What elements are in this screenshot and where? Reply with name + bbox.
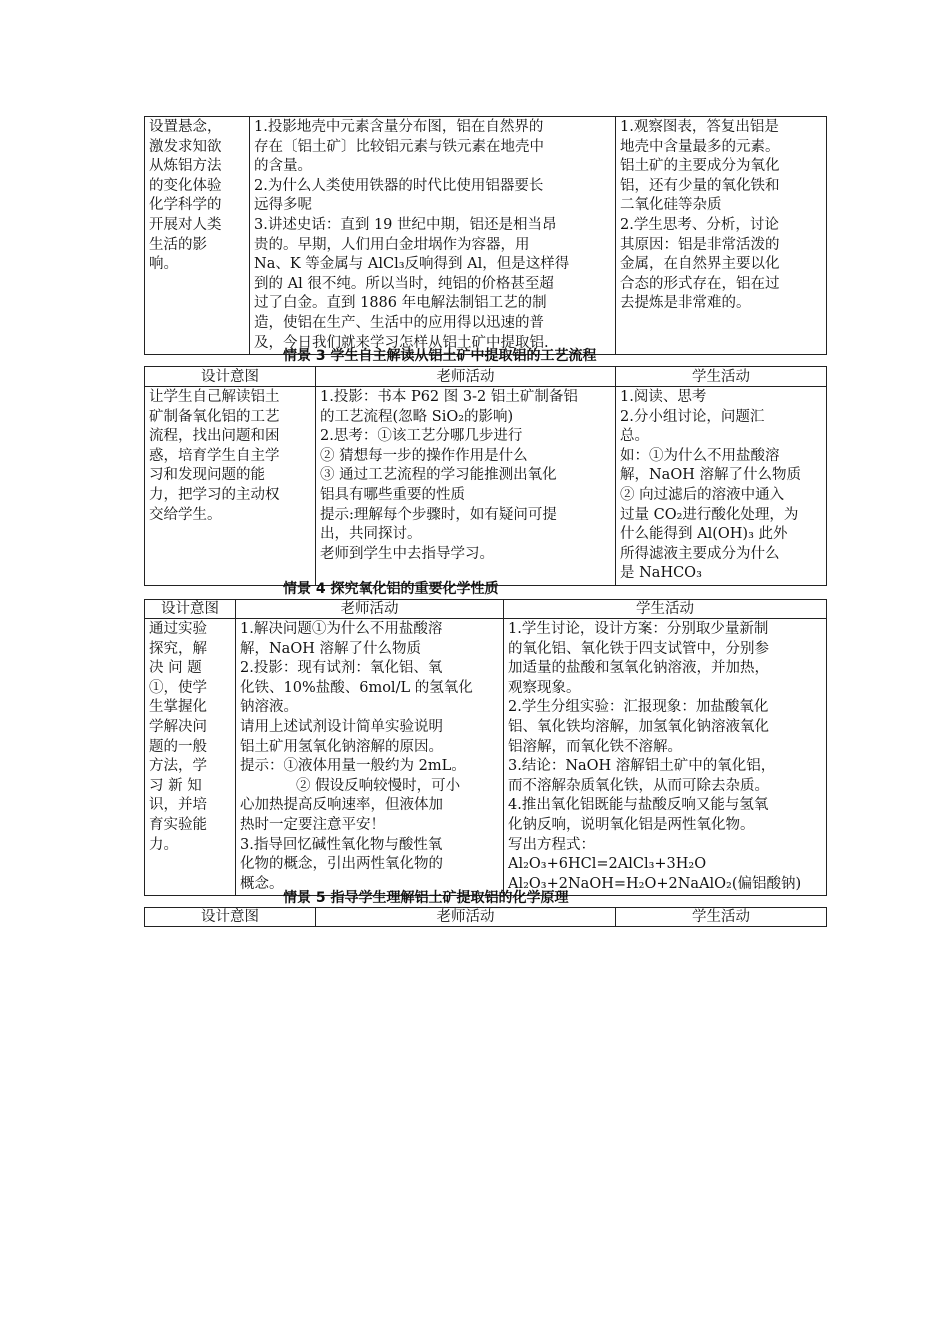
text-line: 请用上述试剂设计简单实验说明 bbox=[240, 718, 443, 735]
text-line: 设置悬念， bbox=[149, 119, 222, 135]
text-line: 探究，解 bbox=[149, 640, 207, 657]
text-line: 激发求知欲 bbox=[149, 138, 222, 155]
design-intent-cell bbox=[145, 387, 316, 586]
text-line: 出，共同探讨。 bbox=[320, 526, 422, 543]
header-teacher-activity: 老师活动 bbox=[236, 600, 504, 619]
text-line: 响。 bbox=[149, 256, 178, 273]
text-line: 心加热提高反响速率，但液体加 bbox=[240, 797, 443, 814]
text-line: 总。 bbox=[620, 428, 649, 445]
table-section-3 bbox=[144, 366, 827, 586]
text-line: 铝、氧化铁均溶解，加氢氧化钠溶液氧化 bbox=[508, 718, 769, 735]
table-header-row bbox=[145, 367, 827, 387]
text-line: 生掌握化 bbox=[149, 699, 207, 716]
text-line: 的含量。 bbox=[254, 158, 312, 175]
text-line: 通过实验 bbox=[149, 621, 207, 637]
text-line: 1.阅读、思考 bbox=[620, 389, 707, 405]
student-activity-cell bbox=[504, 619, 827, 896]
text-line: 2.学生思考、分析，讨论 bbox=[620, 216, 779, 233]
text-line: 4.推出氧化铝既能与盐酸反响又能与氢氧 bbox=[508, 797, 769, 814]
text-line: 贵的。早期，人们用白金坩埚作为容器，用 bbox=[254, 236, 530, 253]
text-line: 2.分小组讨论，问题汇 bbox=[620, 408, 765, 425]
text-line: 存在〔铝土矿〕比较铝元素与铁元素在地壳中 bbox=[254, 138, 544, 155]
text-line: 化物的概念，引出两性氧化物的 bbox=[240, 856, 443, 873]
text-line: 及，今日我们就来学习怎样从铝土矿中提取铝. bbox=[254, 334, 549, 351]
text-line: 是 NaHCO₃ bbox=[620, 565, 702, 582]
text-line: 远得多呢 bbox=[254, 197, 312, 214]
text-line: 提示：①液体用量一般约为 2mL。 bbox=[240, 758, 466, 775]
text-line: 老师到学生中去指导学习。 bbox=[320, 545, 494, 562]
text-line: 加适量的盐酸和氢氧化钠溶液，并加热， bbox=[508, 660, 769, 677]
text-line: 学解决问 bbox=[149, 718, 207, 735]
text-line: Al₂O₃+2NaOH=H₂O+2NaAlO₂(偏铝酸钠) bbox=[508, 875, 802, 892]
text-line: 3.指导回忆碱性氧化物与酸性氧 bbox=[240, 836, 443, 853]
text-line: 1.投影地壳中元素含量分布图，铝在自然界的 bbox=[254, 119, 544, 135]
text-line: 解，NaOH 溶解了什么物质 bbox=[620, 467, 801, 484]
header-design-intent: 设计意图 bbox=[145, 600, 236, 619]
section-3-title: 情景 3 学生自主解读从铝土矿中提取铝的工艺流程 bbox=[283, 348, 597, 364]
text-line: 2.学生分组实验：汇报现象：加盐酸氧化 bbox=[508, 699, 769, 716]
text-line: 写出方程式： bbox=[508, 836, 595, 853]
header-teacher-activity: 老师活动 bbox=[316, 908, 616, 927]
text-line: 3.讲述史话：直到 19 世纪中期，铝还是相当昂 bbox=[254, 216, 557, 233]
text-line: 流程，找出问题和困 bbox=[149, 428, 280, 445]
text-line: 铝溶解，而氧化铁不溶解。 bbox=[508, 738, 682, 755]
teacher-activity-cell bbox=[236, 619, 504, 896]
text-line: 概念。 bbox=[240, 875, 284, 892]
text-line: 2.思考：①该工艺分哪几步进行 bbox=[320, 428, 523, 445]
text-line: 1.学生讨论，设计方案：分别取少量新制 bbox=[508, 621, 769, 637]
text-line: 的工艺流程(忽略 SiO₂的影响) bbox=[320, 408, 514, 425]
text-line: 力，把学习的主动权 bbox=[149, 486, 280, 503]
table-section-5 bbox=[144, 907, 827, 927]
text-line: 3.结论：NaOH 溶解铝土矿中的氧化铝， bbox=[508, 758, 776, 775]
text-line: 其原因：铝是非常活泼的 bbox=[620, 236, 780, 253]
table-row bbox=[145, 387, 827, 586]
section-5-title: 情景 5 指导学生理解铝土矿提取铝的化学原理 bbox=[283, 890, 569, 906]
header-design-intent: 设计意图 bbox=[145, 908, 316, 927]
section-4-title: 情景 4 探究氧化铝的重要化学性质 bbox=[283, 581, 499, 597]
table-row bbox=[145, 619, 827, 896]
text-line: 观察现象。 bbox=[508, 679, 581, 696]
text-line: 过了白金。直到 1886 年电解法制铝工艺的制 bbox=[254, 295, 547, 312]
table-header-row bbox=[145, 600, 827, 619]
text-line: 方法，学 bbox=[149, 758, 207, 775]
text-line: 铝土矿的主要成分为氧化 bbox=[620, 158, 780, 175]
text-line: 金属，在自然界主要以化 bbox=[620, 256, 780, 273]
text-line: 化铁、10%盐酸、6mol/L 的氢氧化 bbox=[240, 679, 473, 696]
text-line: 育实验能 bbox=[149, 816, 207, 833]
teacher-activity-cell bbox=[316, 387, 616, 586]
table-header-row bbox=[145, 908, 827, 927]
text-line: 如：①为什么不用盐酸溶 bbox=[620, 447, 780, 464]
text-line: 决 问 题 bbox=[149, 660, 202, 677]
text-line: 铝土矿用氢氧化钠溶解的原因。 bbox=[240, 738, 443, 755]
text-line: 热时一定要注意平安！ bbox=[240, 816, 385, 833]
text-line: 生活的影 bbox=[149, 236, 207, 253]
text-line: 题的一般 bbox=[149, 738, 207, 755]
text-line: 造，使铝在生产、生活中的应用得以迅速的普 bbox=[254, 314, 544, 331]
text-line: 的氧化铝、氧化铁于四支试管中，分别参 bbox=[508, 640, 769, 657]
text-line: 惑，培育学生自主学 bbox=[149, 447, 280, 464]
student-activity-cell bbox=[616, 387, 827, 586]
text-line: 1.投影：书本 P62 图 3-2 铝土矿制备铝 bbox=[320, 389, 578, 405]
header-teacher-activity: 老师活动 bbox=[316, 367, 616, 387]
table-section-4 bbox=[144, 599, 827, 896]
student-activity-cell bbox=[616, 117, 827, 355]
text-line: 力。 bbox=[149, 836, 178, 853]
header-student-activity: 学生活动 bbox=[504, 600, 827, 619]
text-line: 1.观察图表，答复出铝是 bbox=[620, 119, 779, 135]
text-line: 铝具有哪些重要的性质 bbox=[320, 486, 465, 503]
text-line: 钠溶液。 bbox=[240, 699, 298, 716]
text-line: 1.解决问题①为什么不用盐酸溶 bbox=[240, 621, 443, 637]
text-line: 合态的形式存在，铝在过 bbox=[620, 275, 780, 292]
text-line: 从炼铝方法 bbox=[149, 158, 222, 175]
text-line: 化钠反响，说明氧化铝是两性氧化物。 bbox=[508, 816, 755, 833]
text-line: ② 假设反响较慢时，可小 bbox=[296, 777, 461, 794]
text-line: 的变化体验 bbox=[149, 177, 222, 194]
header-student-activity: 学生活动 bbox=[616, 908, 827, 927]
text-line: 2.为什么人类使用铁器的时代比使用铝器要长 bbox=[254, 177, 544, 194]
text-line: 过量 CO₂进行酸化处理，为 bbox=[620, 506, 799, 523]
table-intro bbox=[144, 116, 827, 355]
table-row bbox=[145, 117, 827, 355]
text-line: 开展对人类 bbox=[149, 216, 222, 233]
text-line: 铝，还有少量的氧化铁和 bbox=[620, 177, 780, 194]
text-line: 交给学生。 bbox=[149, 506, 222, 523]
text-line: 矿制备氧化铝的工艺 bbox=[149, 408, 280, 425]
text-line: 到的 Al 很不纯。所以当时，纯铝的价格甚至超 bbox=[254, 275, 554, 292]
text-line: 化学科学的 bbox=[149, 197, 222, 214]
text-line: 习和发现问题的能 bbox=[149, 467, 265, 484]
text-line: Na、K 等金属与 AlCl₃反响得到 Al，但是这样得 bbox=[254, 256, 570, 273]
text-line: 二氧化硅等杂质 bbox=[620, 197, 722, 214]
text-line: 去提炼是非常难的。 bbox=[620, 295, 751, 312]
text-line: 提示:理解每个步骤时，如有疑问可提 bbox=[320, 506, 557, 523]
text-line: 让学生自己解读铝土 bbox=[149, 389, 280, 405]
teacher-activity-cell bbox=[250, 117, 616, 355]
text-line: ①，使学 bbox=[149, 679, 207, 696]
text-line: 所得滤液主要成分为什么 bbox=[620, 545, 780, 562]
text-line: 识，并培 bbox=[149, 797, 207, 814]
text-line: Al₂O₃+6HCl=2AlCl₃+3H₂O bbox=[508, 856, 707, 873]
text-line: ③ 通过工艺流程的学习能推测出氧化 bbox=[320, 467, 557, 484]
text-line: 地壳中含量最多的元素。 bbox=[620, 138, 780, 155]
text-line: 2.投影：现有试剂：氧化铝、氧 bbox=[240, 660, 443, 677]
text-line: ② 猜想每一步的操作作用是什么 bbox=[320, 447, 528, 464]
header-student-activity: 学生活动 bbox=[616, 367, 827, 387]
text-line: 解，NaOH 溶解了什么物质 bbox=[240, 640, 421, 657]
text-line: ② 向过滤后的溶液中通入 bbox=[620, 486, 785, 503]
text-line: 而不溶解杂质氧化铁，从而可除去杂质。 bbox=[508, 777, 769, 794]
header-design-intent: 设计意图 bbox=[145, 367, 316, 387]
text-line: 什么能得到 Al(OH)₃ 此外 bbox=[620, 526, 788, 543]
design-intent-cell bbox=[145, 619, 236, 896]
text-line: 习 新 知 bbox=[149, 777, 202, 794]
design-intent-cell bbox=[145, 117, 250, 355]
